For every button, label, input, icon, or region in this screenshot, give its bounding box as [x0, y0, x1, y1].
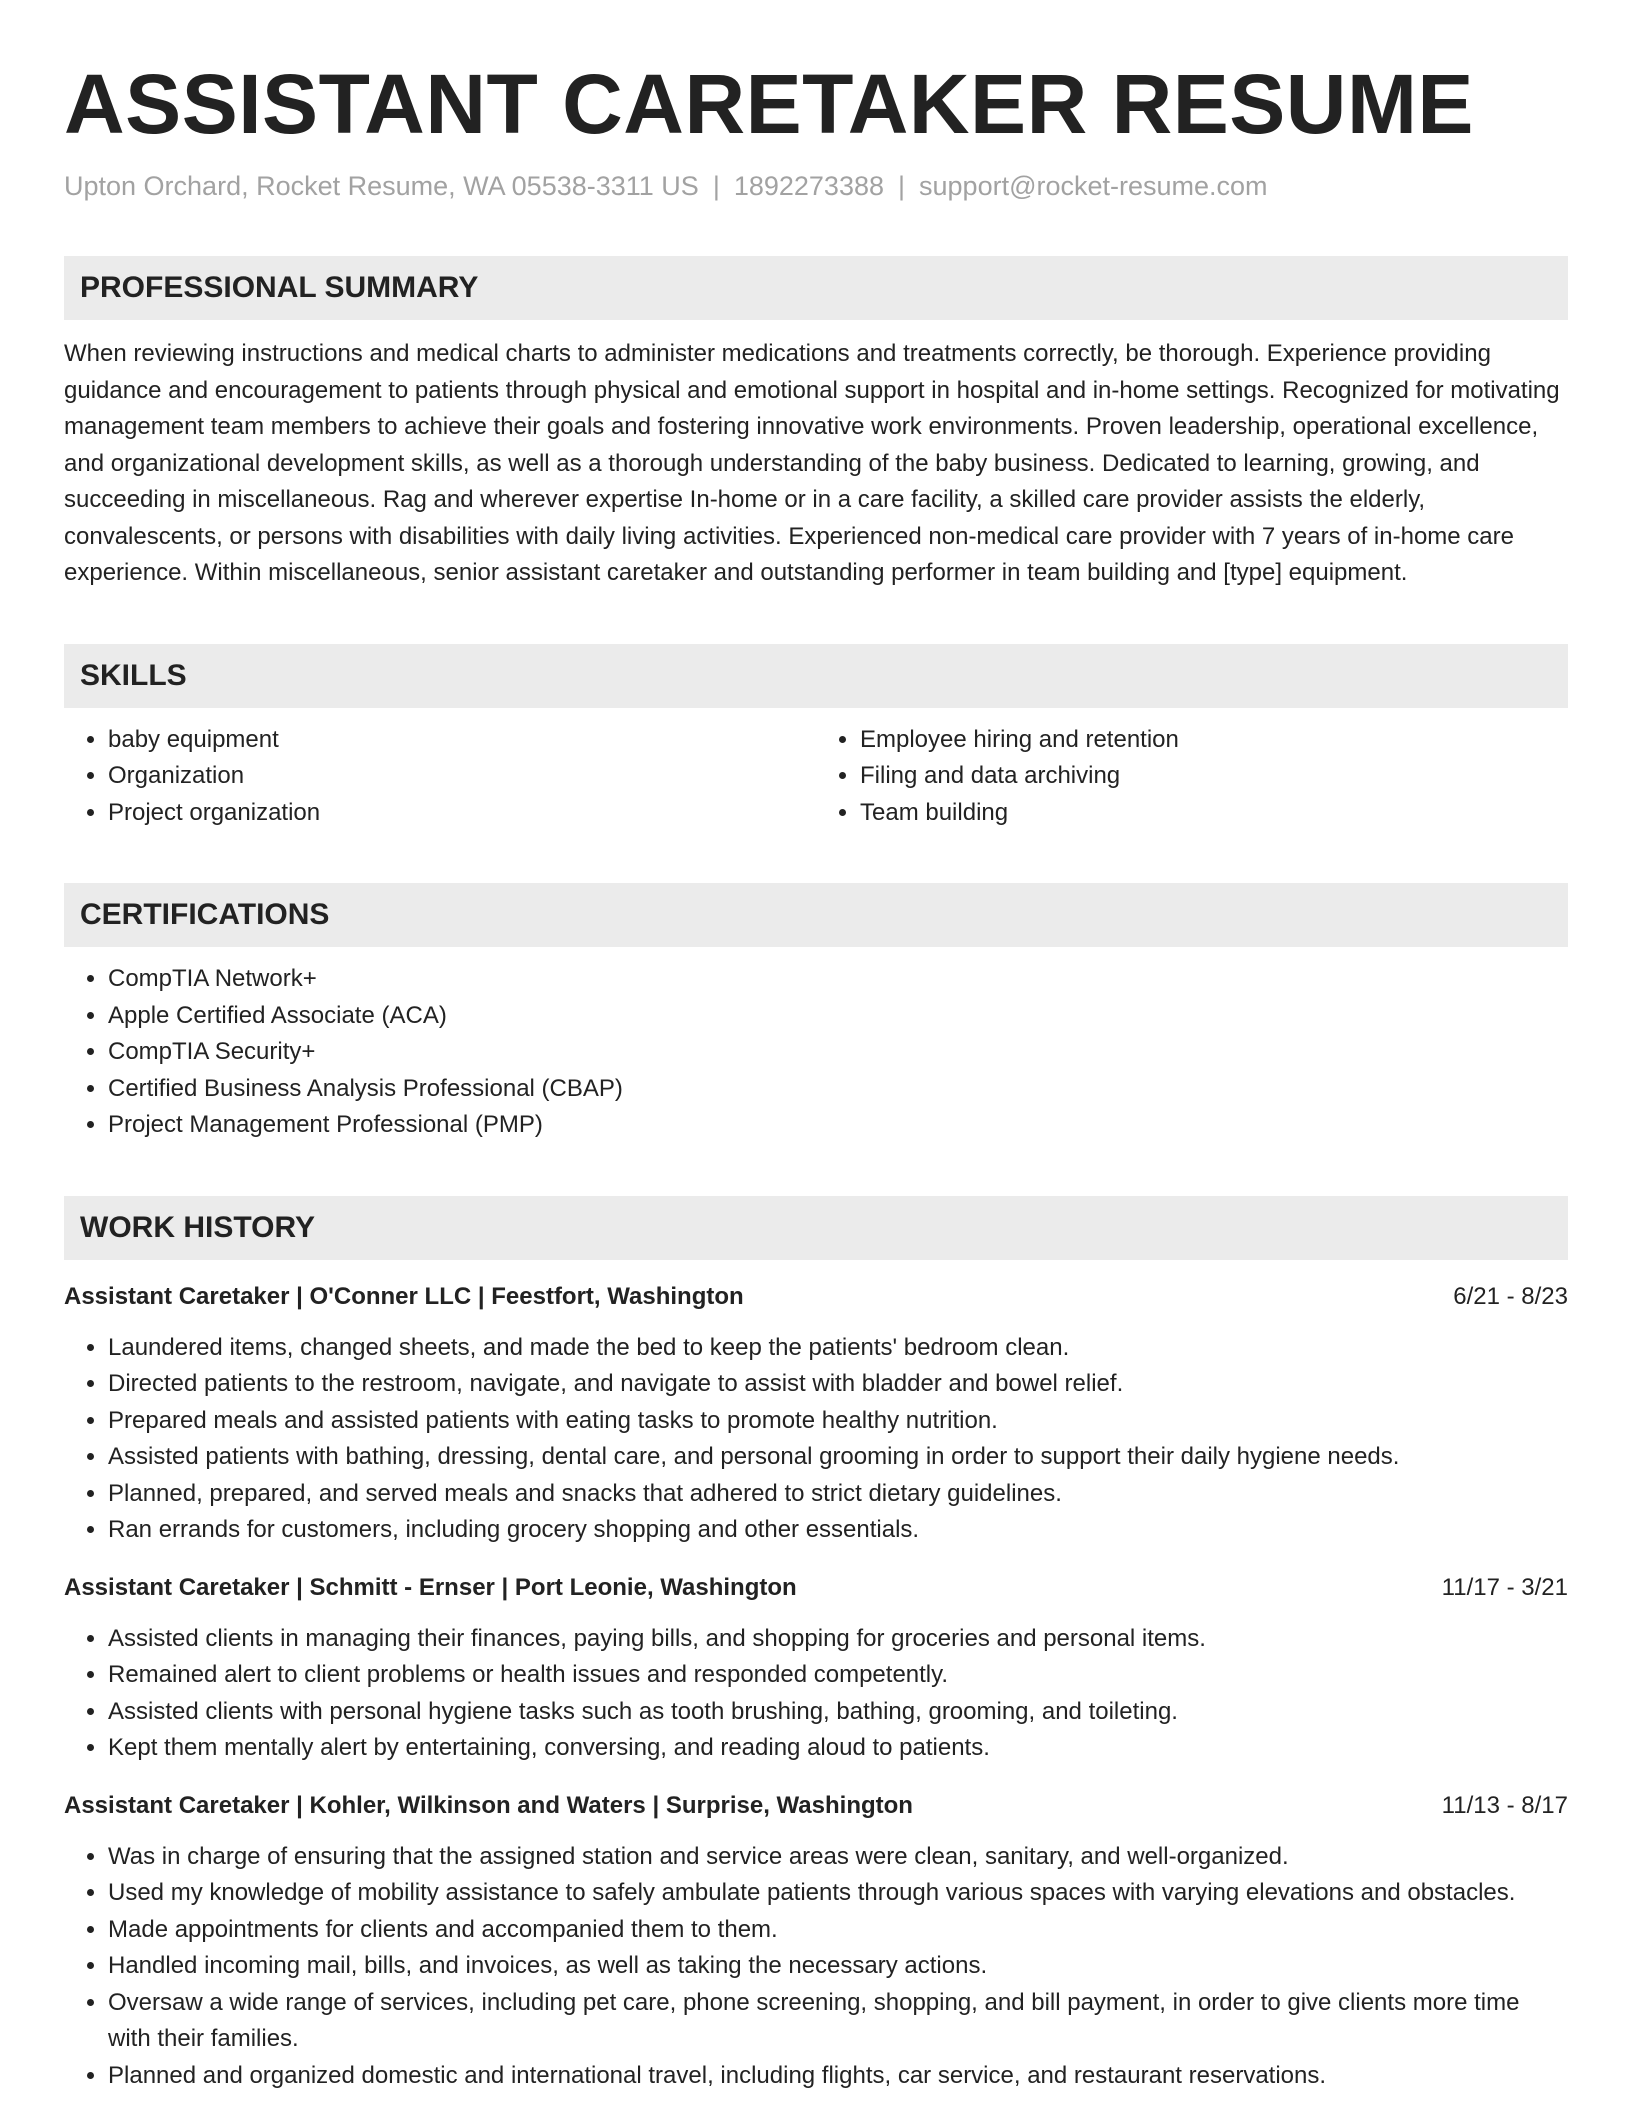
job-duty: • Planned and organized domestic and international travel, including flights, car service, and restaurant reservations.: [108, 2058, 1568, 2095]
job-entry: [64, 1789, 1568, 2095]
job-dates: 11/13 - 8/17: [1441, 1791, 1568, 1819]
job-entry: [64, 1571, 1568, 1767]
certification-item: • Certified Business Analysis Professional (CBAP): [108, 1071, 1568, 1108]
skills-list-left: [64, 722, 816, 832]
job-duty: • Assisted clients in managing their finances, paying bills, and shopping for groceries and personal items.: [108, 1621, 1568, 1658]
job-title: Assistant Caretaker | O'Conner LLC | Feestfort, Washington: [64, 1282, 744, 1310]
contact-separator: |: [712, 171, 720, 201]
job-header: [64, 1571, 1568, 1605]
job-duty: • Was in charge of ensuring that the assigned station and service areas were clean, sanitary, and well-organized.: [108, 1839, 1568, 1876]
job-duties-list: [64, 1839, 1568, 2095]
certification-item: • CompTIA Network+: [108, 961, 1568, 998]
certification-item: • Project Management Professional (PMP): [108, 1107, 1568, 1144]
certification-item: • CompTIA Security+: [108, 1034, 1568, 1071]
job-duty: • Directed patients to the restroom, navigate, and navigate to assist with bladder and bowel relief.: [108, 1366, 1568, 1403]
section-header-skills: SKILLS: [64, 644, 1568, 708]
job-duty: • Assisted clients with personal hygiene tasks such as tooth brushing, bathing, grooming, and toileting.: [108, 1694, 1568, 1731]
job-dates: 6/21 - 8/23: [1453, 1282, 1568, 1310]
certifications-list: [64, 961, 1568, 1144]
contact-separator: |: [898, 171, 906, 201]
job-duty: • Laundered items, changed sheets, and made the bed to keep the patients' bedroom clean.: [108, 1330, 1568, 1367]
section-header-certifications: CERTIFICATIONS: [64, 883, 1568, 947]
job-duty: • Kept them mentally alert by entertaining, conversing, and reading aloud to patients.: [108, 1730, 1568, 1767]
job-title: Assistant Caretaker | Kohler, Wilkinson and Waters | Surprise, Washington: [64, 1791, 913, 1819]
job-duty: • Planned, prepared, and served meals and snacks that adhered to strict dietary guidelines.: [108, 1476, 1568, 1513]
skill-item: • Filing and data archiving: [860, 758, 1568, 795]
contact-email: support@rocket-resume.com: [919, 171, 1268, 201]
contact-phone: 1892273388: [733, 171, 884, 201]
job-duty: • Used my knowledge of mobility assistance to safely ambulate patients through various spaces with varying elevations and obstacles.: [108, 1875, 1568, 1912]
skill-item: • Organization: [108, 758, 816, 795]
job-duty: • Prepared meals and assisted patients with eating tasks to promote healthy nutrition.: [108, 1403, 1568, 1440]
contact-line: [64, 168, 1568, 204]
job-title: Assistant Caretaker | Schmitt - Ernser | Port Leonie, Washington: [64, 1573, 797, 1601]
job-duties-list: [64, 1330, 1568, 1549]
summary-text: When reviewing instructions and medical charts to administer medications and treatments correctly, be thorough. Experience providing guidance and encouragement to patients through physical and emotional support in hospital and in-home settings. Recognized for motivating management team members to achieve their goals and fostering innovative work environments. Proven leadership, operational excellence, and organizational development skills, as well as a thorough understanding of the baby business. Dedicated to learning, growing, and succeeding in miscellaneous. Rag and wherever expertise In-home or in a care facility, a skilled care provider assists the elderly, convalescents, or persons with disabilities with daily living activities. Experienced non-medical care provider with 7 years of in-home care experience. Within miscellaneous, senior assistant caretaker and outstanding performer in team building and [type] equipment.: [64, 340, 1560, 586]
job-duty: • Oversaw a wide range of services, including pet care, phone screening, shopping, and bill payment, in order to give clients more time with their families.: [108, 1985, 1568, 2058]
job-dates: 11/17 - 3/21: [1441, 1573, 1568, 1601]
resume-title: ASSISTANT CARETAKER RESUME: [64, 57, 1474, 151]
job-duty: • Remained alert to client problems or health issues and responded competently.: [108, 1657, 1568, 1694]
skill-item: • baby equipment: [108, 722, 816, 759]
certification-item: • Apple Certified Associate (ACA): [108, 998, 1568, 1035]
section-header-work-history: WORK HISTORY: [64, 1196, 1568, 1260]
job-duty: • Assisted patients with bathing, dressing, dental care, and personal grooming in order to support their daily hygiene needs.: [108, 1439, 1568, 1476]
job-duties-list: [64, 1621, 1568, 1767]
job-entry: [64, 1280, 1568, 1549]
skills-list-right: [816, 722, 1568, 832]
skill-item: • Project organization: [108, 795, 816, 832]
job-duty: • Made appointments for clients and accompanied them to them.: [108, 1912, 1568, 1949]
job-duty: • Handled incoming mail, bills, and invoices, as well as taking the necessary actions.: [108, 1948, 1568, 1985]
skill-item: • Employee hiring and retention: [860, 722, 1568, 759]
job-header: [64, 1280, 1568, 1314]
section-header-summary: PROFESSIONAL SUMMARY: [64, 256, 1568, 320]
skill-item: • Team building: [860, 795, 1568, 832]
contact-address: Upton Orchard, Rocket Resume, WA 05538-3311 US: [64, 171, 699, 201]
job-duty: • Ran errands for customers, including grocery shopping and other essentials.: [108, 1512, 1568, 1549]
job-header: [64, 1789, 1568, 1823]
skills-columns: [64, 708, 1568, 832]
